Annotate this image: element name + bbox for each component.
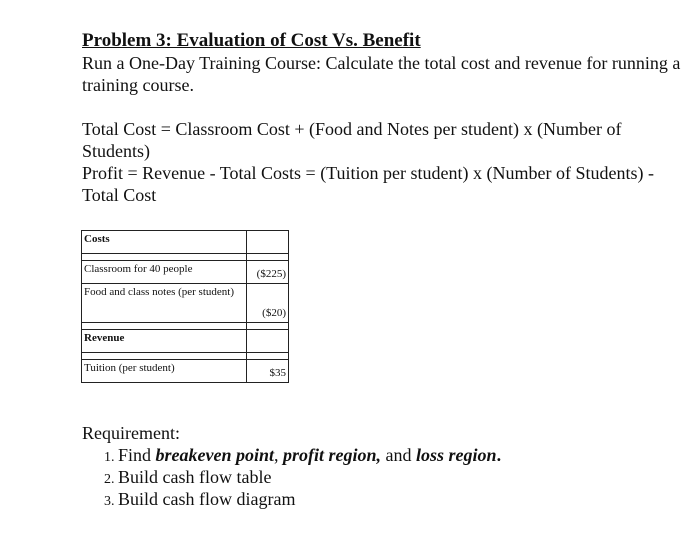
cost-revenue-table [81,230,289,383]
requirements-list [82,444,501,510]
req1-suffix: . [496,445,502,465]
empty-cell [247,254,289,261]
problem-title: Problem 3: Evaluation of Cost Vs. Benefit [82,30,421,51]
table-row [82,360,289,383]
table-row [82,231,289,254]
problem-intro: Run a One-Day Training Course: Calculate the total cost and revenue for running a training course. [82,53,681,95]
profit-formula: Profit = Revenue - Total Costs = (Tuition per student) x (Number of Students) - Total Cost [82,163,654,205]
table-row [82,261,289,284]
spacer [82,96,682,118]
tuition-value: $35 [247,360,289,383]
requirement-item-2: 2. Build cash flow table [118,466,501,488]
table-row [82,254,289,261]
empty-cell [247,353,289,360]
classroom-value: ($225) [247,261,289,284]
requirement-item-3: 3. Build cash flow diagram [118,488,501,510]
table-row [82,330,289,353]
empty-cell [82,254,247,261]
empty-cell [82,353,247,360]
req1-profit-region: profit region, [283,445,382,465]
req1-loss-region: loss region [416,445,497,465]
req1-sep2: and [381,445,417,465]
food-value: ($20) [247,284,289,323]
total-cost-formula: Total Cost = Classroom Cost + (Food and Notes per student) x (Number of Students) [82,119,622,161]
empty-cell [247,323,289,330]
food-label: Food and class notes (per student) [82,284,247,323]
empty-cell [247,330,289,353]
problem-document [82,30,682,206]
requirements-heading: Requirement: [82,423,180,443]
req1-prefix: Find [118,445,156,465]
costs-header: Costs [82,231,247,254]
requirement-item-1 [118,444,501,466]
table-row [82,323,289,330]
revenue-header: Revenue [82,330,247,353]
req1-sep1: , [274,445,284,465]
empty-cell [247,231,289,254]
tuition-label: Tuition (per student) [82,360,247,383]
empty-cell [82,323,247,330]
req1-breakeven: breakeven point [155,445,275,465]
table-row [82,353,289,360]
table-row [82,284,289,323]
requirements-section [82,422,501,510]
classroom-label: Classroom for 40 people [82,261,247,284]
